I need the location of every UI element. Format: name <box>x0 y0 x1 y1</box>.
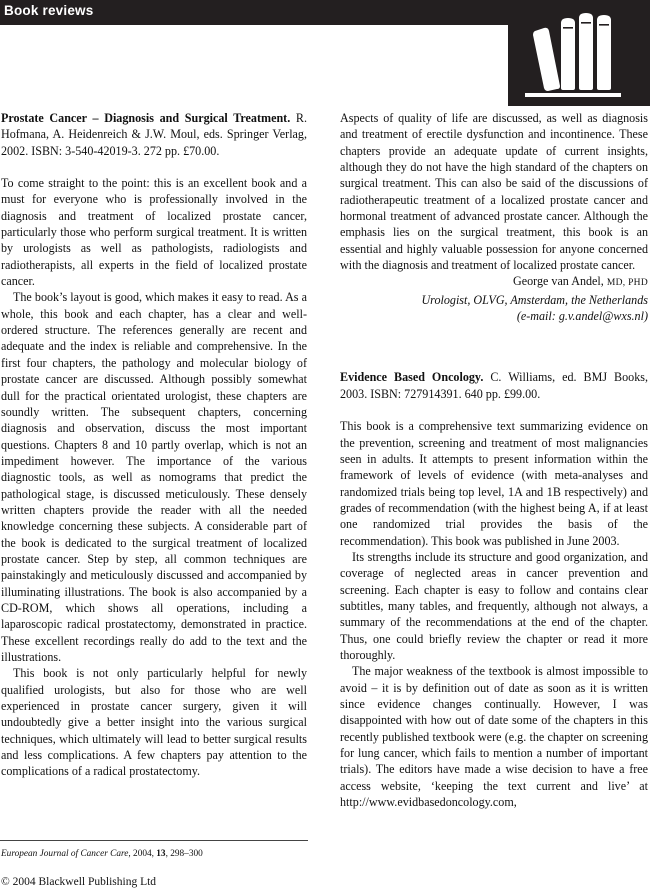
review2-paragraph-2: Its strengths include its structure and good organization, and coverage of neglected areas in cancer prevention and screening. Each chapter is easy to follow and contains clear subtitles, many tables, and frequently, although not always, a summary of the recommendations at the end of the chapter. Thus, one could briefly review the chapter or read it more thoroughly. <box>340 549 648 662</box>
footer-rule <box>0 840 308 841</box>
review1-book-details: R. Hofmana, A. Heidenreich & J.W. Moul, eds. Springer Verlag, 2002. ISBN: 3-540-42019-3. 272 pp. £70.00. <box>1 111 307 158</box>
right-column <box>340 110 648 810</box>
review-separator-space <box>340 324 648 369</box>
review2-book-details: C. Williams, ed. BMJ Books, 2003. ISBN: 727914391. 640 pp. £99.00. <box>340 370 648 401</box>
review1-bibliographic-entry <box>1 110 307 159</box>
review2-book-title: Evidence Based Oncology. <box>340 370 484 385</box>
books-on-shelf-icon <box>508 0 650 106</box>
left-column <box>1 110 307 780</box>
review1-paragraph-1: To come straight to the point: this is an excellent book and a must for everyone who is professionally involved in the diagnosis and treatment of localized prostate cancer, particularly those who perform surgical treatment. It is written by urologists as well as pathologists, radiologists and radiotherapists, all experts in the field of localized prostate cancer. <box>1 176 307 289</box>
journal-pages: , 298–300 <box>165 849 203 859</box>
review2-paragraph-3: The major weakness of the textbook is almost impossible to avoid – it is by definition out of date as soon as it is written since evidence changes continually. However, I was disappointed with how out of date some of the chapters in this recently published textbook were (e.g. the chapter on screening for lung cancer, which fails to mention a number of important trials). The editors have made a wise decision to have a free access website, ‘keeping the text current and live’ at http://www.evidbasedoncology.com, <box>340 664 648 810</box>
reviewer-affiliation: Urologist, OLVG, Amsterdam, the Netherlands <box>421 292 648 307</box>
journal-volume: 13 <box>156 849 166 859</box>
review2-paragraph-1: This book is a comprehensive text summarizing evidence on the prevention, screening and treatment of most malignancies seen in adults. It attempts to present information within the framework of levels of evidence (with meta-analyses and randomized trials being top level, 1A and 1B respectively) and grades of recommendation (with the highest being A, if at least one randomized trial provides the basis of the recommendation). This book was published in June 2003. <box>340 419 648 548</box>
reviewer-name: George van Andel, <box>513 274 604 289</box>
section-title: Book reviews <box>4 3 94 18</box>
journal-name: European Journal of Cancer Care <box>1 849 129 859</box>
review1-paragraph-3: This book is not only particularly helpful for newly qualified urologists, but also for those who are well experienced in prostate cancer surgery, given it will undoubtedly give a better insight into the various surgical techniques, which ultimately will lead to better surgical results and less complications. A few chapters pay attention to the complications of a radical prostatectomy. <box>1 666 307 779</box>
review1-paragraph-2: The book’s layout is good, which makes it easy to read. As a whole, this book and each chapter, has a clear and well-ordered structure. The references generally are recent and adequate and the index is reliable and comprehensive. In the first four chapters, the pathology and molecular biology of prostate cancer are discussed. Although possibly somewhat dull for the practical orientated urologist, these chapters are soundly written. The subsequent chapters, concerning diagnosis and observation, discuss the most important questions. Chapters 8 and 10 partly overlap, which is not an impediment however. The importance of the various diagnostic tools, as well as nomograms that predict the pathological stage, is discussed meticulously. These densely written chapters provide the reader with all the needed knowledge concerning these subjects. A considerable part of the book is dedicated to the surgical treatment of localized prostate cancer. Step by step, all common techniques are painstakingly and meticulously discussed and accompanied by illuminating illustrations. The book is also accompanied by a CD-ROM, which shows all operations, including a laparoscopic radical prostatectomy, demonstrated in practice. These excellent recordings really do add to the text and the illustrations. <box>1 290 307 664</box>
reviewer-signature <box>340 273 648 324</box>
journal-reference <box>1 849 203 859</box>
copyright-notice: © 2004 Blackwell Publishing Ltd <box>1 876 157 888</box>
review1-paragraph-4: Aspects of quality of life are discussed, as well as diagnosis and treatment of erectile dysfunction and incontinence. These chapters provide an adequate update of current insights, although they do not have the high standard of the chapters on surgical treatment. This can also be said of the discussions of radiotherapeutic treatment of a localized prostate cancer and hormonal treatment of advanced prostate cancer. Although the emphasis lies on the surgical treatment, this book is an essential and highly valuable possession for anyone concerned with the diagnosis and treatment of localized prostate cancer. <box>340 111 648 273</box>
header-bar <box>0 0 508 25</box>
reviewer-degrees: MD, PHD <box>606 278 648 289</box>
review1-book-title: Prostate Cancer – Diagnosis and Surgical Treatment. <box>1 111 291 125</box>
review2-bibliographic-entry <box>340 369 648 402</box>
books-logo-svg <box>508 0 650 106</box>
reviewer-email: (e-mail: g.v.andel@wxs.nl) <box>516 309 648 324</box>
journal-year: , 2004, <box>128 849 157 859</box>
